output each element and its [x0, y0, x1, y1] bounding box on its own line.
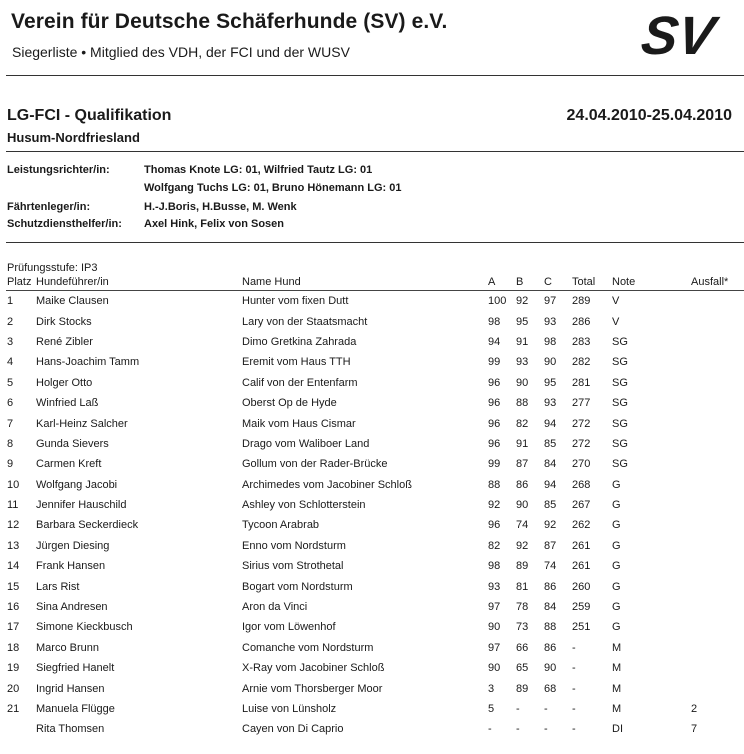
table-row [7, 291, 736, 311]
cell-platz: 7 [7, 417, 14, 430]
cell-hundefuehrer: Dirk Stocks [36, 315, 92, 328]
cell-total: 289 [572, 295, 591, 308]
cell-score-b: 81 [516, 580, 529, 593]
table-row [7, 699, 736, 719]
cell-platz: 4 [7, 356, 14, 369]
cell-score-b: 65 [516, 662, 529, 675]
cell-ausfall [691, 332, 736, 352]
cell-score-a: 96 [488, 397, 501, 410]
cell-score-b: 92 [516, 295, 529, 308]
helper-value: Axel Hink, Felix von Sosen [144, 218, 284, 230]
table-row [7, 413, 736, 433]
cell-name-hund: Luise von Lünsholz [242, 703, 337, 715]
cell-hundefuehrer: Holger Otto [36, 376, 93, 389]
cell-platz: 9 [7, 458, 14, 471]
cell-name-hund: Eremit vom Haus TTH [242, 356, 351, 369]
table-row [7, 658, 736, 678]
cell-total: 286 [572, 315, 591, 328]
cell-score-a: 93 [488, 580, 501, 593]
cell-total: 281 [572, 376, 591, 389]
col-c: C [544, 276, 552, 288]
cell-note: M [612, 662, 622, 675]
cell-score-c: 97 [544, 295, 557, 308]
table-row [7, 597, 736, 617]
cell-note: SG [612, 417, 628, 430]
cell-hundefuehrer: Manuela Flügge [36, 703, 115, 715]
cell-hundefuehrer: Karl-Heinz Salcher [36, 417, 128, 430]
cell-hundefuehrer: Winfried Laß [36, 397, 99, 410]
cell-score-c: - [544, 723, 548, 736]
cell-score-a: 96 [488, 437, 501, 450]
cell-score-b: 66 [516, 641, 529, 654]
table-row [7, 393, 736, 413]
cell-score-a: 96 [488, 519, 501, 532]
cell-score-b: 91 [516, 335, 529, 348]
cell-note: G [612, 478, 621, 491]
table-row [7, 719, 736, 739]
cell-hundefuehrer: Simone Kieckbusch [36, 621, 133, 634]
cell-score-b: 82 [516, 417, 529, 430]
col-note: Note [612, 276, 636, 288]
cell-score-b: 87 [516, 458, 529, 471]
cell-note: M [612, 682, 622, 695]
cell-note: V [612, 295, 620, 308]
cell-note: G [612, 601, 621, 614]
cell-name-hund: Drago vom Waliboer Land [242, 437, 370, 450]
cell-score-c: 85 [544, 499, 557, 512]
cell-platz: 12 [7, 519, 20, 532]
cell-score-a: - [488, 723, 492, 736]
cell-note: G [612, 499, 621, 512]
cell-score-b: 86 [516, 478, 529, 491]
cell-name-hund: Lary von der Staatsmacht [242, 315, 368, 328]
cell-note: M [612, 641, 622, 654]
table-row [7, 373, 736, 393]
cell-note: G [612, 580, 621, 593]
table-row [7, 454, 736, 474]
cell-hundefuehrer: Gunda Sievers [36, 437, 109, 450]
cell-score-c: 90 [544, 356, 557, 369]
cell-hundefuehrer: René Zibler [36, 335, 93, 348]
cell-note: SG [612, 437, 628, 450]
cell-score-b: 88 [516, 397, 529, 410]
cell-platz: 8 [7, 437, 14, 450]
cell-name-hund: Oberst Op de Hyde [242, 397, 337, 410]
cell-hundefuehrer: Maike Clausen [36, 295, 109, 308]
cell-score-b: 78 [516, 601, 529, 614]
judges-label: Leistungsrichter/in: [7, 164, 110, 176]
cell-ausfall: 2 [691, 703, 698, 715]
cell-score-c: 74 [544, 560, 557, 573]
cell-score-c: 87 [544, 539, 557, 552]
cell-score-c: 94 [544, 478, 557, 491]
cell-ausfall [691, 536, 736, 556]
table-row [7, 638, 736, 658]
cell-score-a: 5 [488, 703, 495, 715]
divider [6, 151, 744, 152]
cell-score-b: - [516, 723, 520, 736]
cell-ausfall [691, 638, 736, 658]
cell-platz: 14 [7, 560, 20, 573]
cell-score-c: 98 [544, 335, 557, 348]
cell-score-c: 90 [544, 662, 557, 675]
cell-ausfall: 7 [691, 723, 698, 736]
cell-total: - [572, 682, 576, 695]
cell-score-c: 94 [544, 417, 557, 430]
cell-platz: 3 [7, 335, 14, 348]
cell-hundefuehrer: Jürgen Diesing [36, 539, 110, 552]
cell-name-hund: Dimo Gretkina Zahrada [242, 335, 357, 348]
event-date: 24.04.2010-25.04.2010 [566, 107, 732, 124]
cell-score-c: - [544, 703, 548, 715]
col-total: Total [572, 276, 596, 288]
col-hundefuehrer: Hundeführer/in [36, 276, 109, 288]
cell-total: 260 [572, 580, 591, 593]
event-title: LG-FCI - Qualifikation [7, 107, 172, 124]
cell-score-b: 93 [516, 356, 529, 369]
cell-ausfall [691, 475, 736, 495]
cell-name-hund: X-Ray vom Jacobiner Schloß [242, 662, 385, 675]
cell-name-hund: Igor vom Löwenhof [242, 621, 336, 634]
cell-score-a: 99 [488, 458, 501, 471]
col-a: A [488, 276, 496, 288]
cell-note: SG [612, 376, 628, 389]
org-title: Verein für Deutsche Schäferhunde (SV) e.V. [11, 10, 448, 33]
cell-name-hund: Sirius vom Strothetal [242, 560, 344, 573]
cell-platz: 20 [7, 682, 20, 695]
cell-name-hund: Archimedes vom Jacobiner Schloß [242, 478, 412, 491]
divider [6, 242, 744, 243]
cell-platz: 6 [7, 397, 14, 410]
cell-total: 251 [572, 621, 591, 634]
cell-hundefuehrer: Ingrid Hansen [36, 682, 105, 695]
cell-score-c: 93 [544, 397, 557, 410]
cell-hundefuehrer: Sina Andresen [36, 601, 108, 614]
cell-total: 282 [572, 356, 591, 369]
sv-logo [640, 8, 724, 60]
cell-score-a: 97 [488, 641, 501, 654]
cell-total: 262 [572, 519, 591, 532]
cell-name-hund: Gollum von der Rader-Brücke [242, 458, 388, 471]
table-row [7, 678, 736, 698]
cell-total: - [572, 662, 576, 675]
cell-ausfall [691, 454, 736, 474]
judges-line-2: Wolfgang Tuchs LG: 01, Bruno Hönemann LG: 01 [144, 182, 402, 194]
cell-score-b: 74 [516, 519, 529, 532]
cell-score-c: 88 [544, 621, 557, 634]
cell-ausfall [691, 515, 736, 535]
cell-total: 272 [572, 437, 591, 450]
table-row [7, 515, 736, 535]
event-location: Husum-Nordfriesland [7, 130, 140, 145]
cell-name-hund: Bogart vom Nordsturm [242, 580, 353, 593]
cell-note: V [612, 315, 620, 328]
col-name-hund: Name Hund [242, 276, 301, 288]
cell-note: DI [612, 723, 623, 736]
col-platz: Platz [7, 276, 32, 288]
cell-hundefuehrer: Barbara Seckerdieck [36, 519, 139, 532]
cell-note: SG [612, 397, 628, 410]
table-row [7, 311, 736, 331]
cell-note: SG [612, 356, 628, 369]
table-row [7, 576, 736, 596]
cell-name-hund: Aron da Vinci [242, 601, 308, 614]
results-body [7, 291, 736, 740]
cell-platz: 2 [7, 315, 14, 328]
cell-ausfall [691, 617, 736, 637]
table-row [7, 475, 736, 495]
cell-ausfall [691, 373, 736, 393]
cell-ausfall [691, 393, 736, 413]
cell-ausfall [691, 658, 736, 678]
cell-platz: 17 [7, 621, 20, 634]
col-b: B [516, 276, 524, 288]
table-row [7, 434, 736, 454]
cell-hundefuehrer: Wolfgang Jacobi [36, 478, 118, 491]
cell-note: SG [612, 458, 628, 471]
cell-platz: 11 [7, 499, 19, 512]
cell-ausfall [691, 434, 736, 454]
cell-ausfall [691, 576, 736, 596]
cell-score-b: - [516, 703, 520, 715]
cell-score-a: 92 [488, 499, 501, 512]
cell-score-b: 90 [516, 376, 529, 389]
cell-name-hund: Comanche vom Nordsturm [242, 641, 374, 654]
cell-total: - [572, 641, 576, 654]
cell-total: - [572, 703, 576, 715]
table-row [7, 495, 736, 515]
cell-score-c: 85 [544, 437, 557, 450]
cell-name-hund: Hunter vom fixen Dutt [242, 295, 349, 308]
cell-hundefuehrer: Frank Hansen [36, 560, 106, 573]
table-row [7, 332, 736, 352]
cell-note: SG [612, 335, 628, 348]
cell-ausfall [691, 413, 736, 433]
cell-platz: 10 [7, 478, 20, 491]
cell-score-c: 86 [544, 580, 557, 593]
cell-ausfall [691, 352, 736, 372]
cell-platz: 18 [7, 641, 20, 654]
cell-name-hund: Arnie vom Thorsberger Moor [242, 682, 383, 695]
cell-note: G [612, 519, 621, 532]
cell-score-b: 90 [516, 499, 529, 512]
cell-platz: 15 [7, 580, 20, 593]
cell-score-c: 68 [544, 682, 557, 695]
cell-score-a: 98 [488, 315, 501, 328]
cell-hundefuehrer: Rita Thomsen [36, 723, 105, 736]
cell-score-a: 100 [488, 295, 507, 308]
pruefungsstufe: Prüfungsstufe: IP3 [7, 262, 98, 274]
col-ausfall: Ausfall* [691, 276, 729, 288]
cell-ausfall [691, 291, 736, 311]
cell-score-a: 3 [488, 682, 495, 695]
table-row [7, 352, 736, 372]
cell-total: 261 [572, 560, 591, 573]
cell-total: 270 [572, 458, 591, 471]
cell-total: 277 [572, 397, 591, 410]
cell-score-a: 90 [488, 621, 501, 634]
cell-note: G [612, 621, 621, 634]
cell-name-hund: Calif von der Entenfarm [242, 376, 358, 389]
cell-total: 261 [572, 539, 591, 552]
cell-ausfall [691, 556, 736, 576]
cell-hundefuehrer: Jennifer Hauschild [36, 499, 127, 512]
cell-score-b: 95 [516, 315, 529, 328]
cell-total: 267 [572, 499, 591, 512]
cell-platz [7, 719, 36, 739]
track-layer-value: H.-J.Boris, H.Busse, M. Wenk [144, 201, 297, 213]
cell-score-a: 97 [488, 601, 501, 614]
cell-ausfall [691, 597, 736, 617]
cell-name-hund: Maik vom Haus Cismar [242, 417, 356, 430]
cell-hundefuehrer: Carmen Kreft [36, 458, 102, 471]
cell-name-hund: Cayen von Di Caprio [242, 723, 344, 736]
cell-platz: 13 [7, 539, 20, 552]
cell-name-hund: Tycoon Arabrab [242, 519, 320, 532]
cell-ausfall [691, 311, 736, 331]
cell-score-b: 89 [516, 682, 529, 695]
table-row [7, 617, 736, 637]
cell-total: 268 [572, 478, 591, 491]
cell-score-a: 98 [488, 560, 501, 573]
cell-total: 283 [572, 335, 591, 348]
cell-name-hund: Enno vom Nordsturm [242, 539, 346, 552]
table-row [7, 556, 736, 576]
cell-score-a: 82 [488, 539, 501, 552]
cell-score-a: 99 [488, 356, 501, 369]
table-row [7, 536, 736, 556]
cell-platz: 21 [7, 703, 20, 715]
table-header-row [7, 276, 736, 291]
cell-score-c: 95 [544, 376, 557, 389]
cell-ausfall [691, 495, 736, 515]
cell-score-b: 91 [516, 437, 529, 450]
cell-hundefuehrer: Lars Rist [36, 580, 80, 593]
helper-label: Schutzdiensthelfer/in: [7, 218, 122, 230]
org-subtitle: Siegerliste • Mitglied des VDH, der FCI und der WUSV [12, 44, 350, 60]
cell-note: G [612, 560, 621, 573]
results-table [7, 276, 736, 740]
cell-total: - [572, 723, 576, 736]
cell-score-b: 89 [516, 560, 529, 573]
judges-line-1: Thomas Knote LG: 01, Wilfried Tautz LG: 01 [144, 164, 373, 176]
cell-score-c: 84 [544, 458, 557, 471]
cell-note: G [612, 539, 621, 552]
cell-hundefuehrer: Siegfried Hanelt [36, 662, 115, 675]
cell-score-c: 93 [544, 315, 557, 328]
cell-score-a: 96 [488, 376, 501, 389]
cell-note: M [612, 703, 622, 715]
track-layer-label: Fährtenleger/in: [7, 201, 91, 213]
cell-score-a: 90 [488, 662, 501, 675]
cell-score-a: 96 [488, 417, 501, 430]
cell-score-c: 86 [544, 641, 557, 654]
cell-score-c: 84 [544, 601, 557, 614]
cell-score-b: 92 [516, 539, 529, 552]
cell-platz: 1 [7, 295, 14, 308]
cell-score-b: 73 [516, 621, 529, 634]
cell-score-a: 88 [488, 478, 501, 491]
cell-hundefuehrer: Hans-Joachim Tamm [36, 356, 140, 369]
divider [6, 75, 744, 76]
cell-score-a: 94 [488, 335, 501, 348]
logo-text: SV [640, 8, 719, 60]
cell-ausfall [691, 678, 736, 698]
cell-total: 259 [572, 601, 591, 614]
cell-total: 272 [572, 417, 591, 430]
cell-score-c: 92 [544, 519, 557, 532]
cell-platz: 16 [7, 601, 20, 614]
cell-platz: 19 [7, 662, 20, 675]
cell-platz: 5 [7, 376, 14, 389]
cell-name-hund: Ashley von Schlotterstein [242, 499, 366, 512]
cell-hundefuehrer: Marco Brunn [36, 641, 99, 654]
